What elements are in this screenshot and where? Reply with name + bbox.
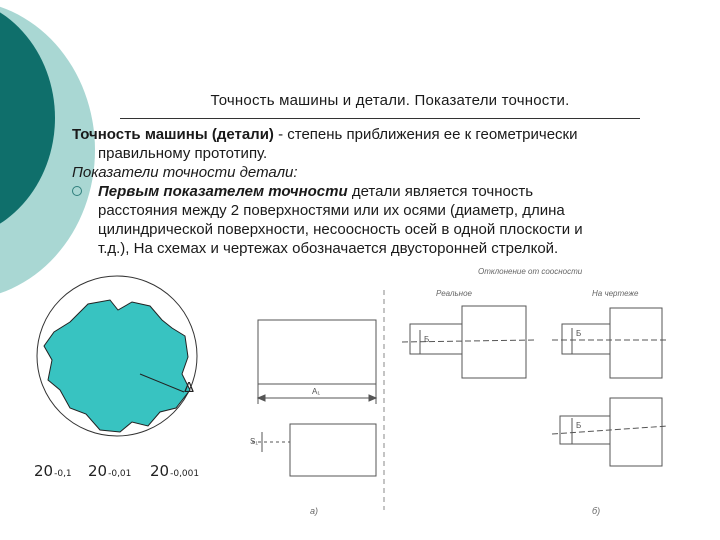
tolerance-labels (34, 462, 199, 480)
bullet-line-4: т.д.), На схемах и чертежах обозначается двусторонней стрелкой. (98, 240, 559, 257)
dim-label-s1: S₁ (250, 437, 259, 446)
caption-real: Реальное (436, 289, 472, 298)
bullet-line-1: Первым показателем точности детали является точность (98, 183, 534, 200)
part-step-a (290, 424, 376, 476)
axis-real (402, 340, 534, 342)
definition-line (72, 125, 692, 144)
dim-label-b1: Б (424, 335, 430, 344)
bullet-emphasis: Первым показателем точности (98, 183, 348, 200)
shaft-small-real (410, 324, 462, 354)
tolerance-1: 20-0,1 (34, 462, 72, 480)
technical-drawing (250, 267, 668, 516)
drawing-caption-top: Отклонение от соосности (478, 267, 583, 276)
figures-area (0, 262, 720, 540)
arrowhead-a-right (369, 395, 376, 401)
real-profile-blob (44, 300, 190, 432)
caption-drawing: На чертеже (592, 289, 639, 298)
bullet-ring-icon (72, 186, 82, 196)
part-rectangle-a (258, 320, 376, 384)
tolerance-2: 20-0,01 (88, 462, 132, 480)
bullet-line-2: расстояния между 2 поверхностями или их осями (диаметр, длина (98, 202, 565, 219)
dim-label-b3: Б (576, 421, 582, 430)
shaft-large-drawing (610, 308, 662, 378)
definition-text: - степень приближения ее к геометрически (273, 126, 578, 143)
dim-label-b2: Б (576, 329, 582, 338)
slide-title: Точность машины и детали. Показатели точности. (210, 92, 570, 109)
shaft-small-lower (560, 416, 610, 444)
shaft-small-drawing (562, 324, 610, 354)
bullet-line-3: цилиндрической поверхности, несоосность осей в одной плоскости и (98, 221, 583, 238)
slide-body (72, 125, 692, 258)
delta-label: Δ (184, 379, 195, 396)
shaft-large-lower (610, 398, 662, 466)
definition-term: Точность машины (детали) (72, 126, 274, 143)
shaft-large-real (462, 306, 526, 378)
definition-continuation: правильному прототипу. (98, 145, 268, 162)
bullet-item (72, 182, 692, 258)
figure-label-a: а) (310, 506, 319, 516)
indicators-heading: Показатели точности детали: (72, 164, 298, 181)
dim-label-a1: A₁ (312, 387, 321, 396)
irregular-profile-figure (37, 276, 197, 436)
arrowhead-a-left (258, 395, 265, 401)
figure-label-b: б) (592, 506, 601, 516)
title-divider (120, 118, 640, 119)
tolerance-3: 20-0,001 (150, 462, 200, 480)
